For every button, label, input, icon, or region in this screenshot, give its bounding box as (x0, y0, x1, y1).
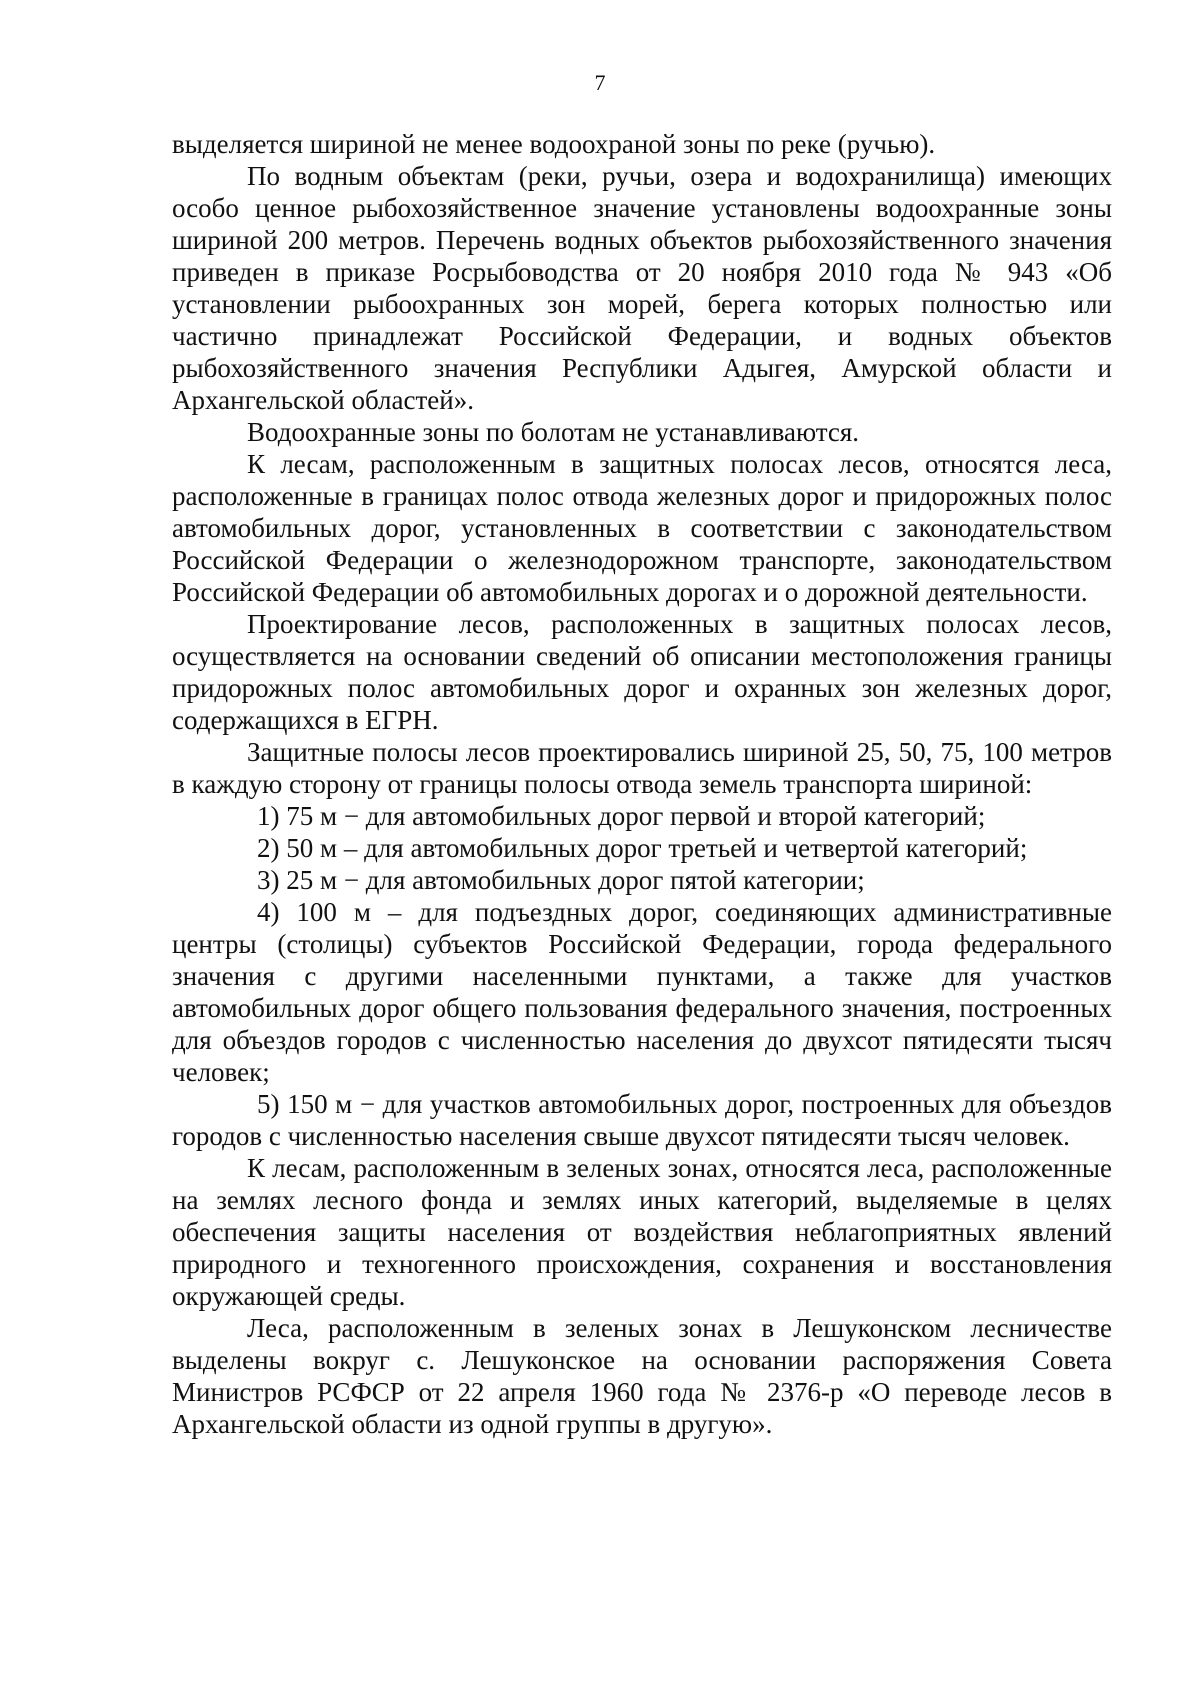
document-body (172, 128, 1112, 1440)
list-item-5: 5) 150 м − для участков автомобильных дорог, построенных для объездов городов с численностью населения свыше двухсот пятидесяти тысяч человек. (172, 1089, 1112, 1151)
paragraph-continuation: выделяется шириной не менее водоохраной зоны по реке (ручью). (172, 129, 936, 159)
list-item-2: 2) 50 м – для автомобильных дорог третьей и четвертой категорий; (257, 833, 1028, 863)
paragraph-fishery-zones: По водным объектам (реки, ручьи, озера и водохранилища) имеющих особо ценное рыбохозяйственное значение установлены водоохранные зоны шириной 200 метров. Перечень водных объектов рыбохозяйственного значения приведен в приказе Росрыбоводства от 20 ноября 2010 года № 943 «Об установлении рыбоохранных зон морей, берега которых полностью или частично принадлежат Российской Федерации, и водных объектов рыбохозяйственного значения Республики Адыгея, Амурской области и Архангельской областей». (172, 161, 1112, 415)
paragraph-strip-widths: Защитные полосы лесов проектировались шириной 25, 50, 75, 100 метров в каждую сторону от границы полосы отвода земель транспорта шириной: (172, 737, 1112, 799)
list-item-4: 4) 100 м – для подъездных дорог, соединяющих административные центры (столицы) субъектов Российской Федерации, города федерального значения с другими населенными пунктами, а также для участков автомобильных дорог общего пользования федерального значения, построенных для объездов городов с численностью населения до двухсот пятидесяти тысяч человек; (172, 897, 1112, 1087)
list-item-3: 3) 25 м − для автомобильных дорог пятой категории; (257, 865, 865, 895)
paragraph-leshukonskoe: Леса, расположенным в зеленых зонах в Лешуконском лесничестве выделены вокруг с. Лешуконское на основании распоряжения Совета Министров РСФСР от 22 апреля 1960 года № 2376-р «О переводе лесов в Архангельской области из одной группы в другую». (172, 1313, 1112, 1439)
paragraph-swamps: Водоохранные зоны по болотам не устанавливаются. (247, 417, 860, 447)
paragraph-design: Проектирование лесов, расположенных в защитных полосах лесов, осуществляется на основании сведений об описании местоположения границы придорожных полос автомобильных дорог и охранных зон железных дорог, содержащихся в ЕГРН. (172, 609, 1112, 735)
paragraph-green-zones: К лесам, расположенным в зеленых зонах, относятся леса, расположенные на землях лесного фонда и землях иных категорий, выделяемые в целях обеспечения защиты населения от воздействия неблагоприятных явлений природного и техногенного происхождения, сохранения и восстановления окружающей среды. (172, 1153, 1112, 1311)
paragraph-protective-strips: К лесам, расположенным в защитных полосах лесов, относятся леса, расположенные в границах полос отвода железных дорог и придорожных полос автомобильных дорог, установленных в соответствии с законодательством Российской Федерации о железнодорожном транспорте, законодательством Российской Федерации об автомобильных дорогах и о дорожной деятельности. (172, 449, 1112, 607)
page-number: 7 (594, 70, 606, 95)
list-item-1: 1) 75 м − для автомобильных дорог первой и второй категорий; (257, 801, 986, 831)
